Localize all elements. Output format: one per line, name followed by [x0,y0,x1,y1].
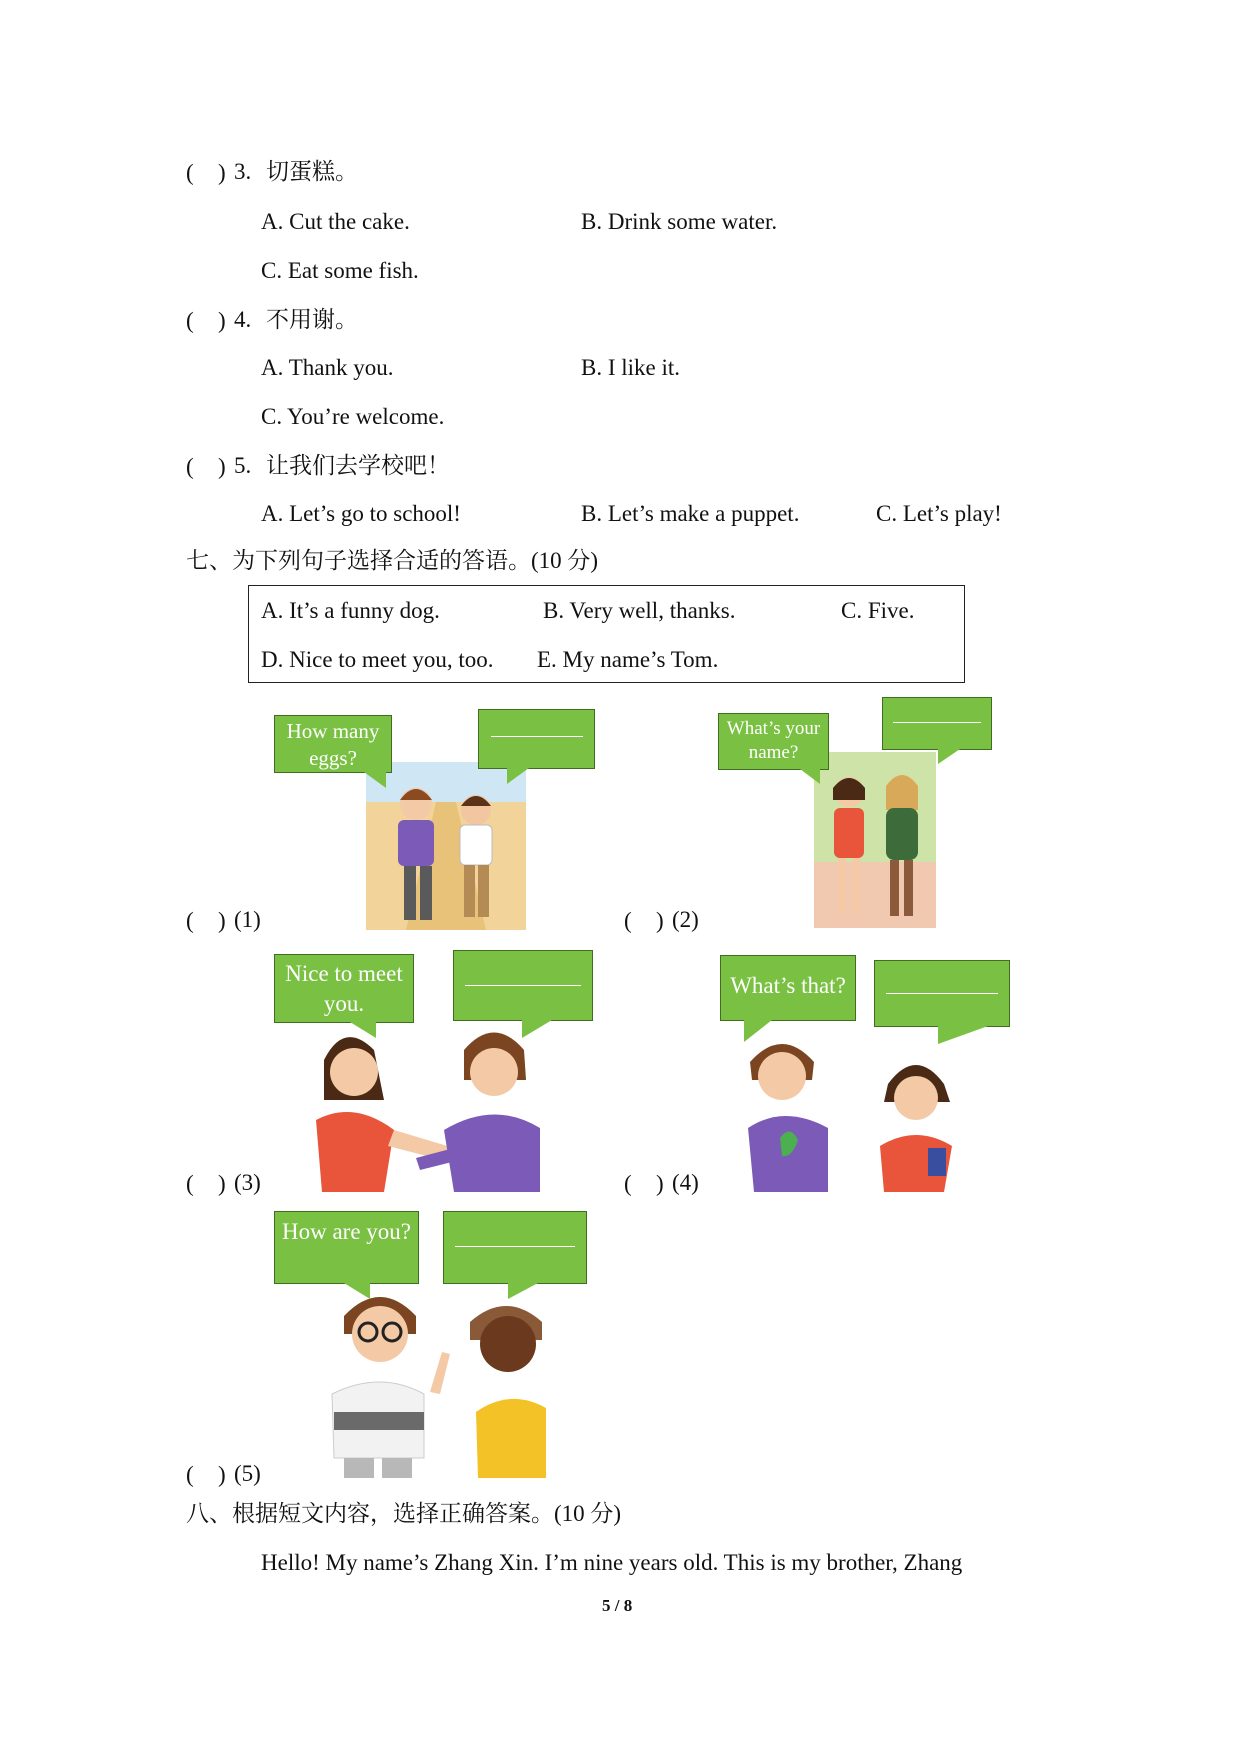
item-label: (1) [234,907,261,932]
scene-two-girls [814,752,936,928]
bubble-tail [364,772,386,788]
answer-paren-open[interactable]: ( [186,160,194,185]
answer-paren-close: ) [656,1171,664,1196]
speech-bubble-question [718,713,829,770]
item-label: (5) [234,1461,261,1486]
question-number: 5. [234,453,252,478]
choice-a: A. It’s a funny dog. [261,598,440,623]
answer-bubble[interactable] [882,697,992,750]
choice-c: C. Five. [841,598,915,623]
question-prompt: 让我们去学校吧！ [266,453,450,478]
bubble-question-text: What’s your name? [726,718,821,763]
answer-paren-close: ) [218,1171,226,1196]
answer-paren-open[interactable]: ( [624,908,632,933]
answer-blank[interactable] [893,698,981,723]
section-title: 八、根据短文内容，选择正确答案。(10 分) [186,1501,622,1526]
speech-bubble-question [274,1211,419,1284]
answer-paren-open[interactable]: ( [186,454,194,479]
bubble-tail [522,1020,552,1038]
option-c: C. You’re welcome. [261,404,445,429]
passage-text: Hello! My name’s Zhang Xin. I’m nine years old. This is my brother, Zhang [261,1550,963,1575]
bubble-tail [938,749,960,764]
speech-bubble-question [720,955,856,1021]
answer-paren-close: ) [218,1462,226,1487]
answer-blank[interactable] [465,951,581,986]
choice-d: D. Nice to meet you, too. [261,647,494,672]
speech-bubble-question [274,954,414,1023]
answer-paren-open[interactable]: ( [186,1462,194,1487]
answer-paren-close: ) [218,308,226,333]
bubble-tail [507,768,529,784]
option-c: C. Eat some fish. [261,258,419,283]
answer-paren-close: ) [218,160,226,185]
bubble-tail [344,1283,370,1299]
answer-bubble[interactable] [443,1211,587,1284]
option-b: B. Drink some water. [581,209,778,234]
answer-paren-close: ) [218,908,226,933]
answer-paren-open[interactable]: ( [186,1171,194,1196]
answer-blank[interactable] [455,1212,575,1247]
answer-bubble[interactable] [453,950,593,1021]
option-c: C. Let’s play! [876,501,1002,526]
item-label: (2) [672,907,699,932]
answer-paren-open[interactable]: ( [186,908,194,933]
answer-bubble[interactable] [874,960,1010,1027]
bubble-tail [508,1283,538,1299]
bubble-question-text: Nice to meet you. [285,961,403,1016]
item-label: (4) [672,1170,699,1195]
speech-bubble-question [274,715,392,773]
section-title: 七、为下列句子选择合适的答语。(10 分) [186,548,599,573]
choice-b: B. Very well, thanks. [543,598,736,623]
question-prompt: 不用谢。 [266,307,358,332]
item-label: (3) [234,1170,261,1195]
bubble-tail [800,769,820,784]
option-a: A. Let’s go to school! [261,501,461,526]
scene-boy-and-girl [744,1028,966,1192]
answer-paren-close: ) [656,908,664,933]
choice-e: E. My name’s Tom. [537,647,719,672]
bubble-question-text: How many eggs? [286,719,380,770]
option-a: A. Cut the cake. [261,209,410,234]
bubble-question-text: How are you? [281,1219,411,1244]
bubble-tail [744,1020,772,1042]
scene-greeting-boys [320,1282,556,1478]
answer-paren-open[interactable]: ( [186,308,194,333]
answer-paren-open[interactable]: ( [624,1171,632,1196]
bubble-question-text: What’s that? [730,973,846,998]
option-b: B. I like it. [581,355,681,380]
answer-paren-close: ) [218,454,226,479]
question-number: 4. [234,307,252,332]
scene-handshake [304,1020,546,1192]
answer-bubble[interactable] [478,709,595,769]
bubble-tail [938,1026,988,1044]
question-number: 3. [234,159,252,184]
answer-blank[interactable] [491,710,583,737]
page-number: 5 / 8 [602,1596,633,1615]
bubble-tail [350,1022,376,1038]
option-b: B. Let’s make a puppet. [581,501,800,526]
answer-blank[interactable] [886,961,998,994]
scene-two-boys [366,762,526,930]
question-prompt: 切蛋糕。 [266,159,358,184]
option-a: A. Thank you. [261,355,394,380]
